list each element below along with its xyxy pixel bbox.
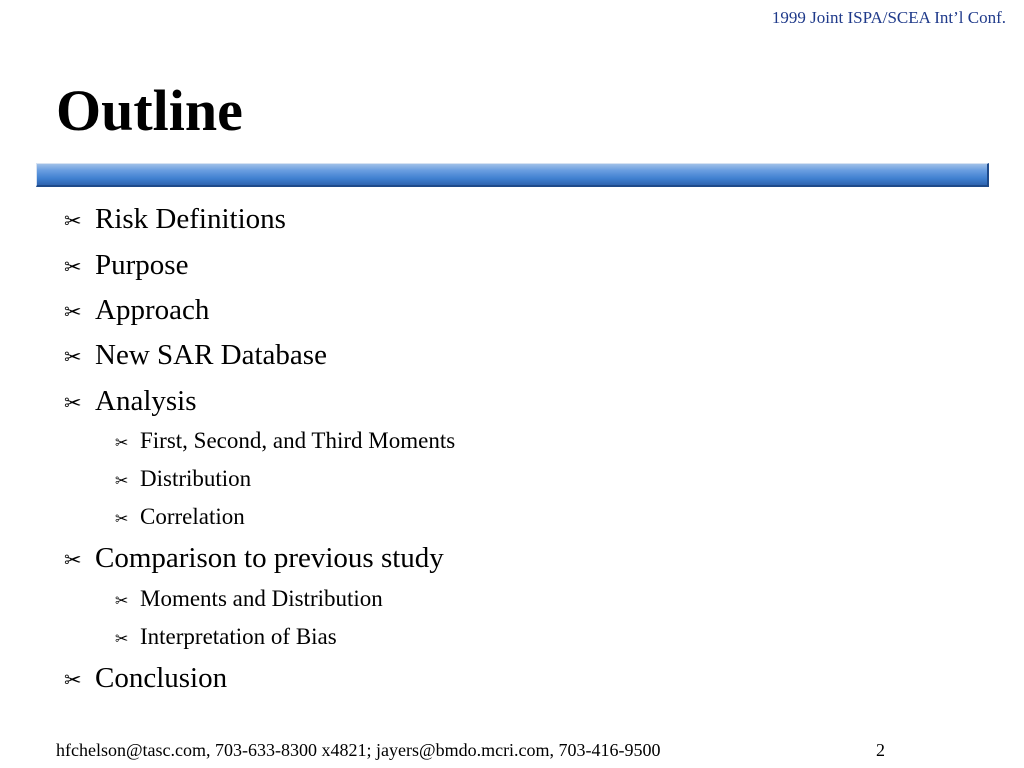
scissors-icon: ✂ <box>64 209 82 233</box>
page-number: 2 <box>876 740 885 760</box>
scissors-icon: ✂ <box>115 509 129 528</box>
outline-item-label: Risk Definitions <box>95 203 286 235</box>
outline-subitem-correlation <box>115 504 245 530</box>
scissors-icon: ✂ <box>64 548 82 572</box>
outline-item-label: Analysis <box>95 385 197 417</box>
scissors-icon: ✂ <box>115 591 129 610</box>
outline-item-approach <box>64 294 209 327</box>
outline-item-risk-definitions <box>64 203 286 236</box>
outline-item-label: Approach <box>95 294 210 326</box>
scissors-icon: ✂ <box>64 345 82 369</box>
slide-title: Outline <box>56 78 243 143</box>
outline-item-comparison <box>64 542 444 575</box>
outline-subitem-distribution <box>115 466 251 492</box>
outline-item-purpose <box>64 249 188 282</box>
outline-item-label: Conclusion <box>95 662 228 694</box>
outline-item-label: Correlation <box>140 504 245 529</box>
outline-item-analysis <box>64 385 197 418</box>
scissors-icon: ✂ <box>115 629 129 648</box>
outline-item-label: Moments and Distribution <box>140 586 383 611</box>
scissors-icon: ✂ <box>64 300 82 324</box>
outline-item-label: New SAR Database <box>95 339 327 371</box>
outline-item-new-sar-database <box>64 339 327 372</box>
footer-contact-info: hfchelson@tasc.com, 703-633-8300 x4821; jayers@bmdo.mcri.com, 703-416-9500 <box>56 740 661 760</box>
outline-subitem-moments-and-distribution <box>115 586 383 612</box>
scissors-icon: ✂ <box>115 471 129 490</box>
outline-item-conclusion <box>64 662 227 695</box>
outline-item-label: Purpose <box>95 249 189 281</box>
outline-subitem-moments <box>115 428 455 454</box>
outline-item-label: Interpretation of Bias <box>140 624 337 649</box>
scissors-icon: ✂ <box>64 391 82 415</box>
scissors-icon: ✂ <box>64 668 82 692</box>
outline-item-label: Comparison to previous study <box>95 542 444 574</box>
scissors-icon: ✂ <box>115 433 129 452</box>
outline-item-label: First, Second, and Third Moments <box>140 428 456 453</box>
scissors-icon: ✂ <box>64 255 82 279</box>
outline-item-label: Distribution <box>140 466 252 491</box>
outline-subitem-interpretation-of-bias <box>115 624 337 650</box>
conference-header: 1999 Joint ISPA/SCEA Int’l Conf. <box>771 8 1006 27</box>
